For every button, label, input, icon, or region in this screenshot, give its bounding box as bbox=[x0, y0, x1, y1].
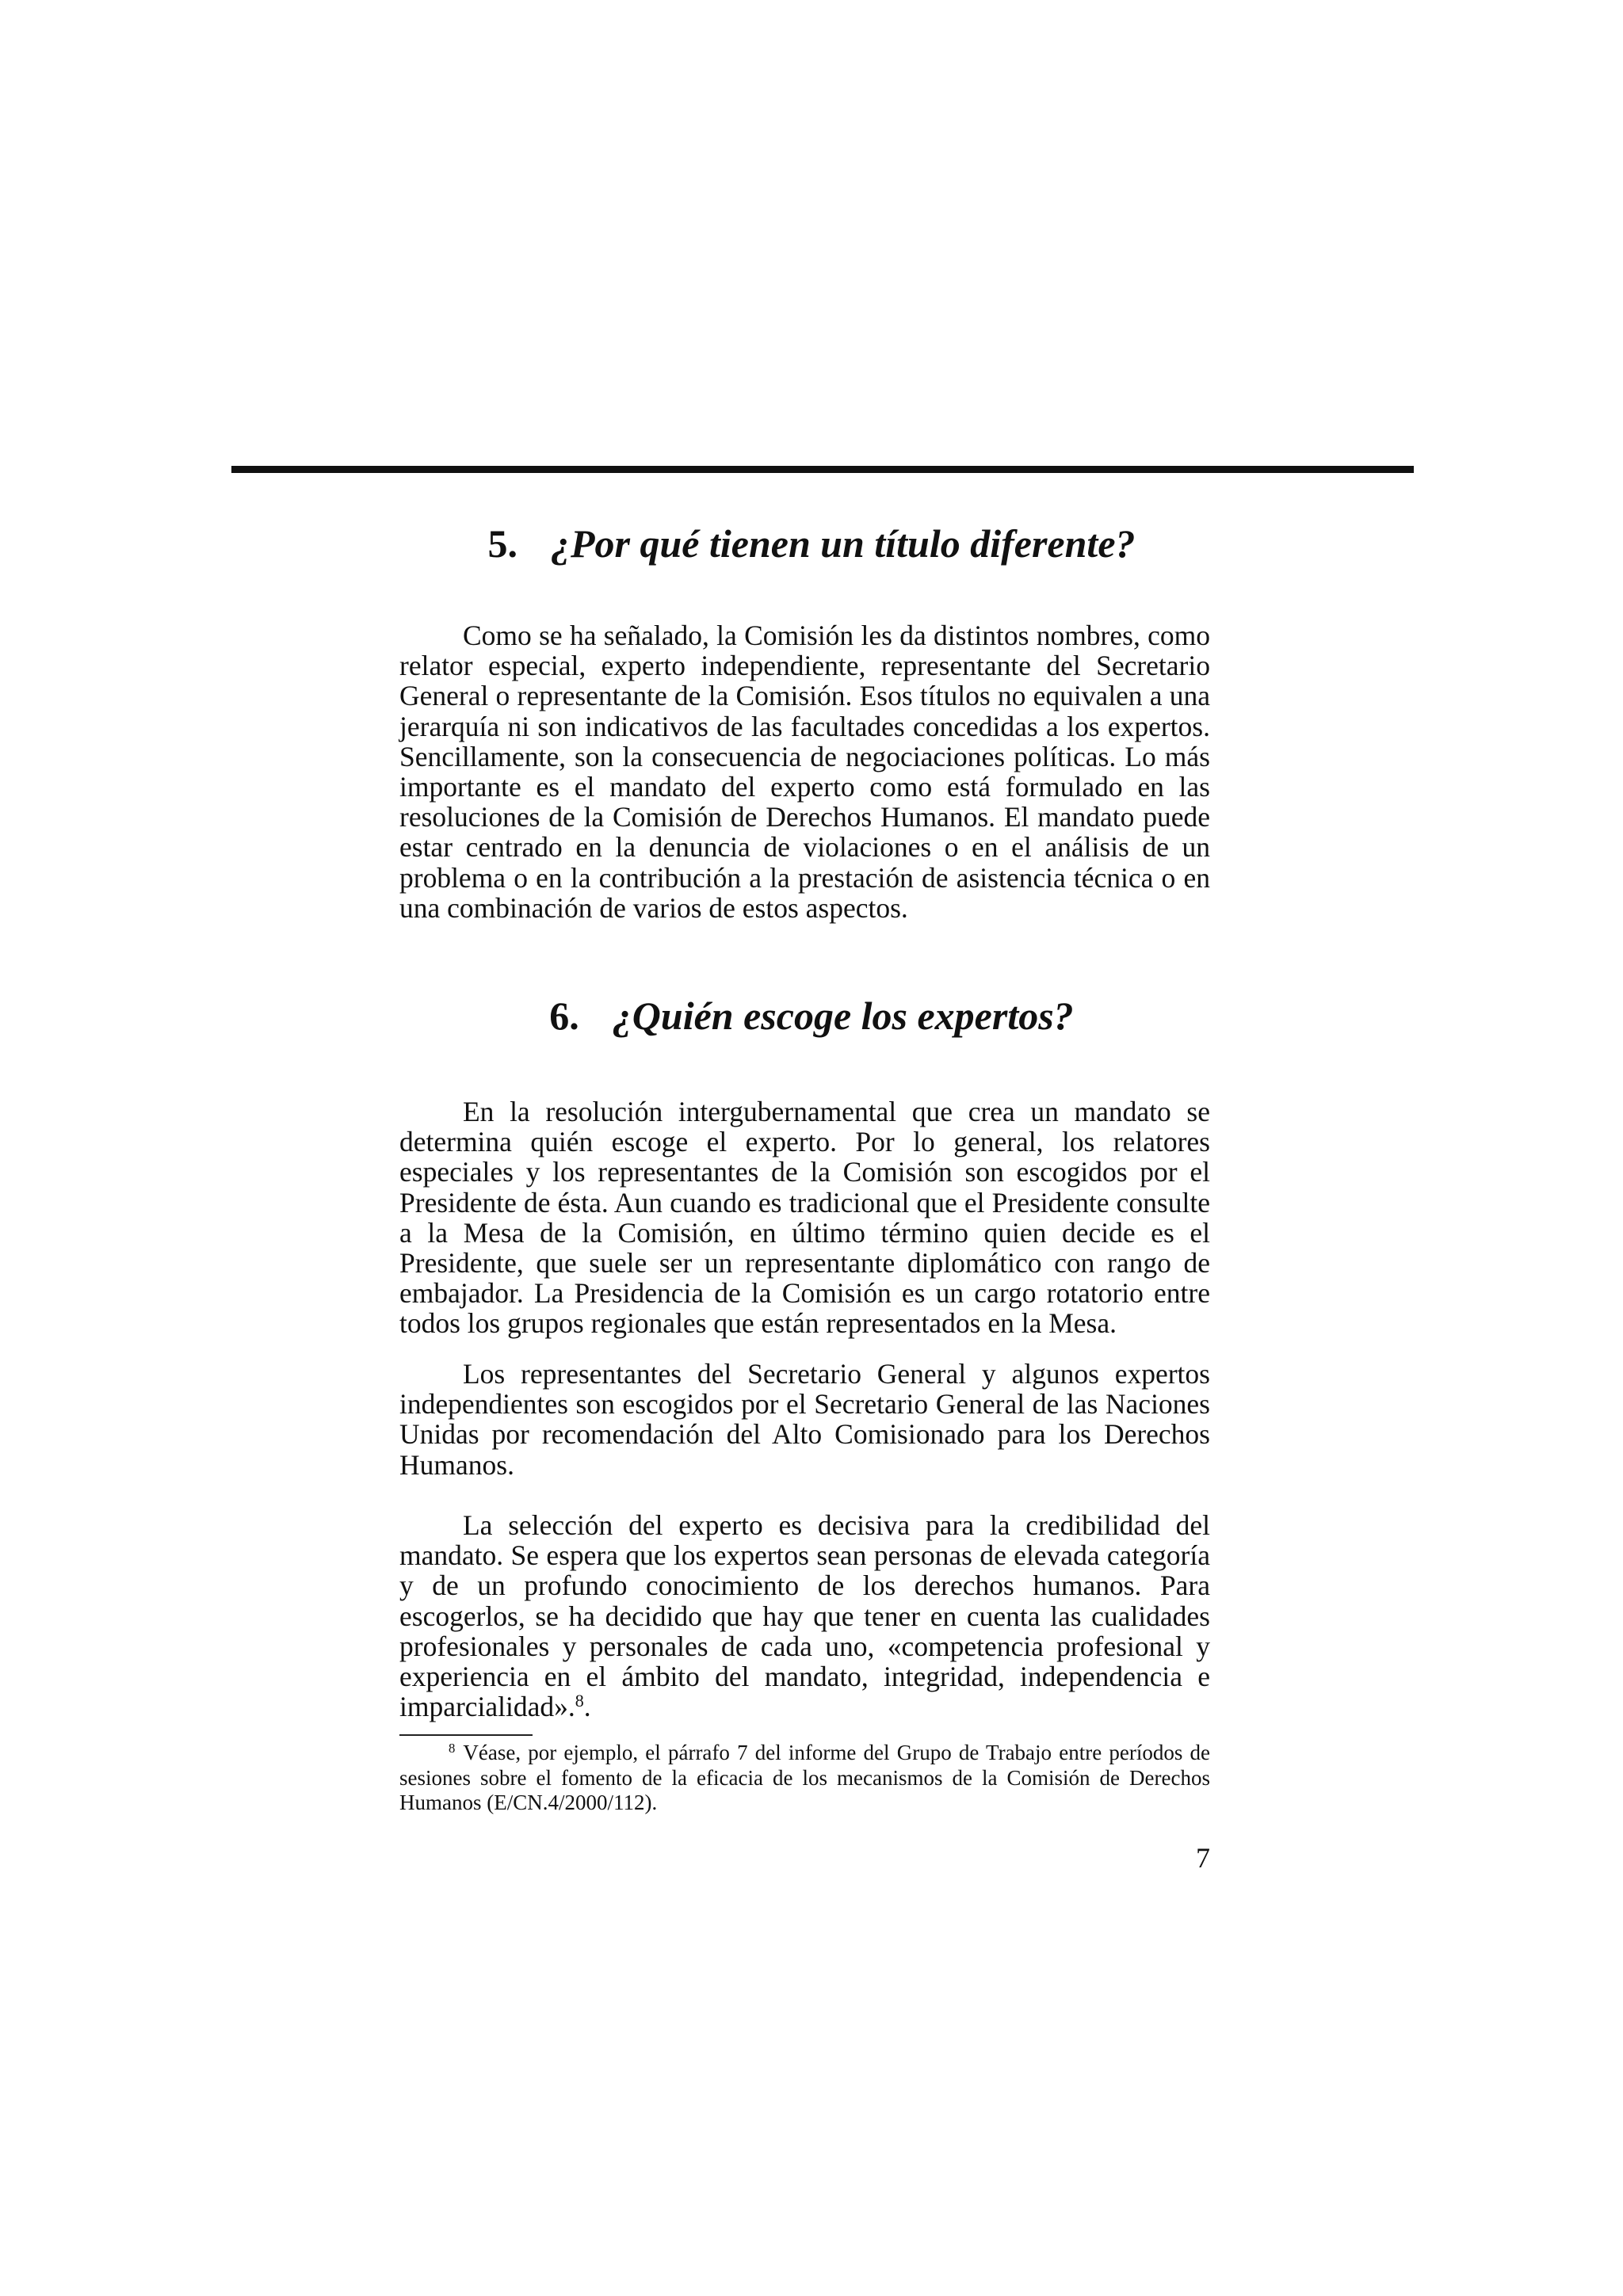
footnote-reference: 8 bbox=[575, 1691, 584, 1711]
footnote bbox=[399, 1741, 1210, 1816]
section-6-paragraph-3: La selección del experto es decisiva para la credibilidad del mandato. Se espera que los expertos sean personas de elevada categoría y de un profundo conocimiento de los derechos humanos. Para escogerlos, se ha decidido que hay que tener en cuenta las cualidades profesionales y personales de cada uno, «competencia profesional y experiencia en el ámbito del mandato, integridad, independencia e imparcialidad».$^8$. bbox=[399, 1509, 1210, 1723]
section-5-paragraph: Como se ha señalado, la Comisión les da distintos nombres, como relator especial, experto independiente, representante del Secretario General o representante de la Comisión. Esos títulos no equivalen a una jerarquía ni son indicativos de las facultades concedidas a los expertos. Sencillamente, son la consecuencia de negociaciones políticas. Lo más importante es el mandato del experto como está formulado en las resoluciones de la Comisión de Derechos Humanos. El mandato puede estar centrado en la denuncia de violaciones o en el análisis de un problema o en la contribución a la prestación de asistencia técnica o en una combinación de varios de estos aspectos. bbox=[399, 620, 1210, 924]
section-5-title: ¿Por qué tienen un título diferente? bbox=[550, 521, 1136, 566]
section-6-paragraph-3-text: La selección del experto es decisiva para la credibilidad del mandato. Se espera que los expertos sean personas de elevada categoría y de un profundo conocimiento de los derechos humanos. Para escogerlos, se ha decidido que hay que tener en cuenta las cualidades profesionales y personales de cada uno, «competencia profesional y experiencia en el ámbito del mandato, integridad, independencia e imparcialidad». bbox=[399, 1509, 1210, 1723]
section-6-paragraph-2: Los representantes del Secretario General y algunos expertos independientes son escogidos por el Secretario General de las Naciones Unidas por recomendación del Alto Comisionado para los Derechos Humanos. bbox=[399, 1358, 1210, 1481]
section-5-number: 5. bbox=[487, 521, 517, 566]
section-6-title: ¿Quién escoge los expertos? bbox=[612, 994, 1074, 1038]
footnote-marker: 8 bbox=[449, 1740, 456, 1756]
section-6-heading bbox=[0, 992, 1623, 1039]
top-rule bbox=[231, 466, 1414, 473]
section-6-number: 6. bbox=[549, 994, 579, 1038]
footnote-divider bbox=[399, 1734, 533, 1736]
section-6-paragraph-1: En la resolución intergubernamental que crea un mandato se determina quién escoge el experto. Por lo general, los relatores especiales y los representantes de la Comisión son escogidos por el Presidente de ésta. Aun cuando es tradicional que el Presidente consulte a la Mesa de la Comisión, en último término quien decide es el Presidente, que suele ser un representante diplomático con rango de embajador. La Presidencia de la Comisión es un cargo rotatorio entre todos los grupos regionales que están representados en la Mesa. bbox=[399, 1096, 1210, 1340]
page-number: 7 bbox=[1196, 1842, 1210, 1874]
section-5-heading bbox=[0, 520, 1623, 567]
footnote-text: Véase, por ejemplo, el párrafo 7 del informe del Grupo de Trabajo entre períodos de sesiones sobre el fomento de la eficacia de los mecanismos de la Comisión de Derechos Humanos (E/CN.4/2000/112). bbox=[399, 1741, 1210, 1814]
